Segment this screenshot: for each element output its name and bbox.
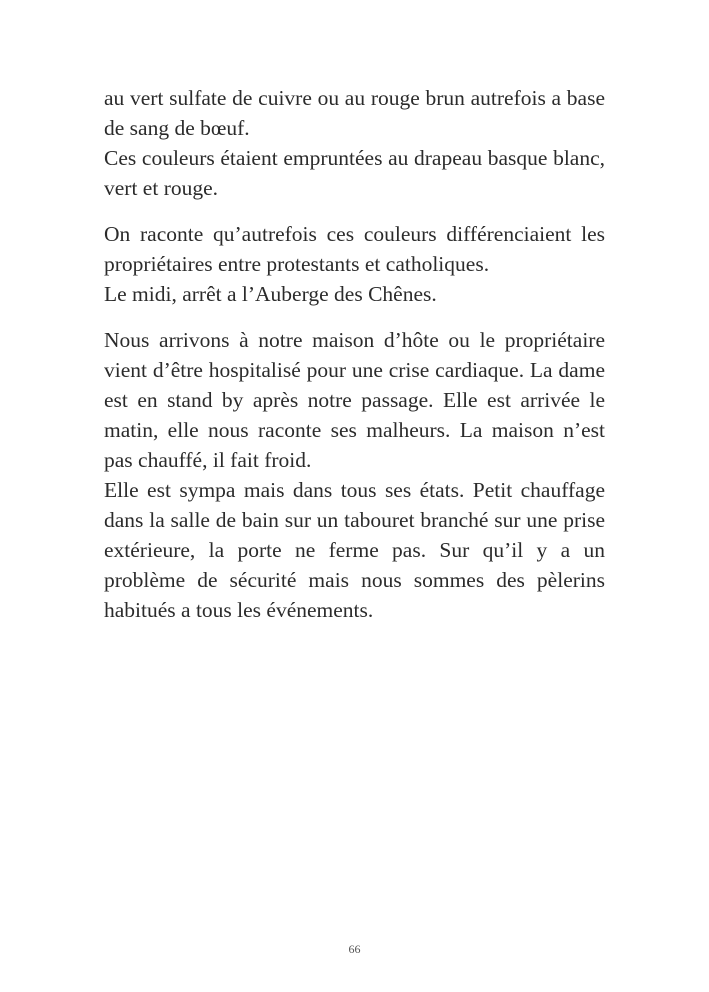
paragraph: On raconte qu’autrefois ces couleurs différenciaient les propriétaires entre protestants et catholiques.	[104, 222, 605, 276]
paragraph: Nous arrivons à notre maison d’hôte ou le propriétaire vient d’être hospitalisé pour une crise cardiaque. La dame est en stand by après notre passage. Elle est arrivée le matin, elle nous raconte ses malheurs. La maison n’est pas chauffé, il fait froid.	[104, 328, 605, 472]
page-number: 66	[348, 942, 361, 956]
page-body	[104, 83, 605, 625]
paragraph: Ces couleurs étaient empruntées au drapeau basque blanc, vert et rouge.	[104, 146, 605, 200]
paragraph: Elle est sympa mais dans tous ses états. Petit chauffage dans la salle de bain sur un tabouret branché sur une prise extérieure, la porte ne ferme pas. Sur qu’il y a un problème de sécurité mais nous sommes des pèlerins habitués a tous les événements.	[104, 478, 605, 622]
paragraph: Le midi, arrêt a l’Auberge des Chênes.	[104, 282, 437, 306]
paragraph: au vert sulfate de cuivre ou au rouge brun autrefois a base de sang de bœuf.	[104, 86, 605, 140]
